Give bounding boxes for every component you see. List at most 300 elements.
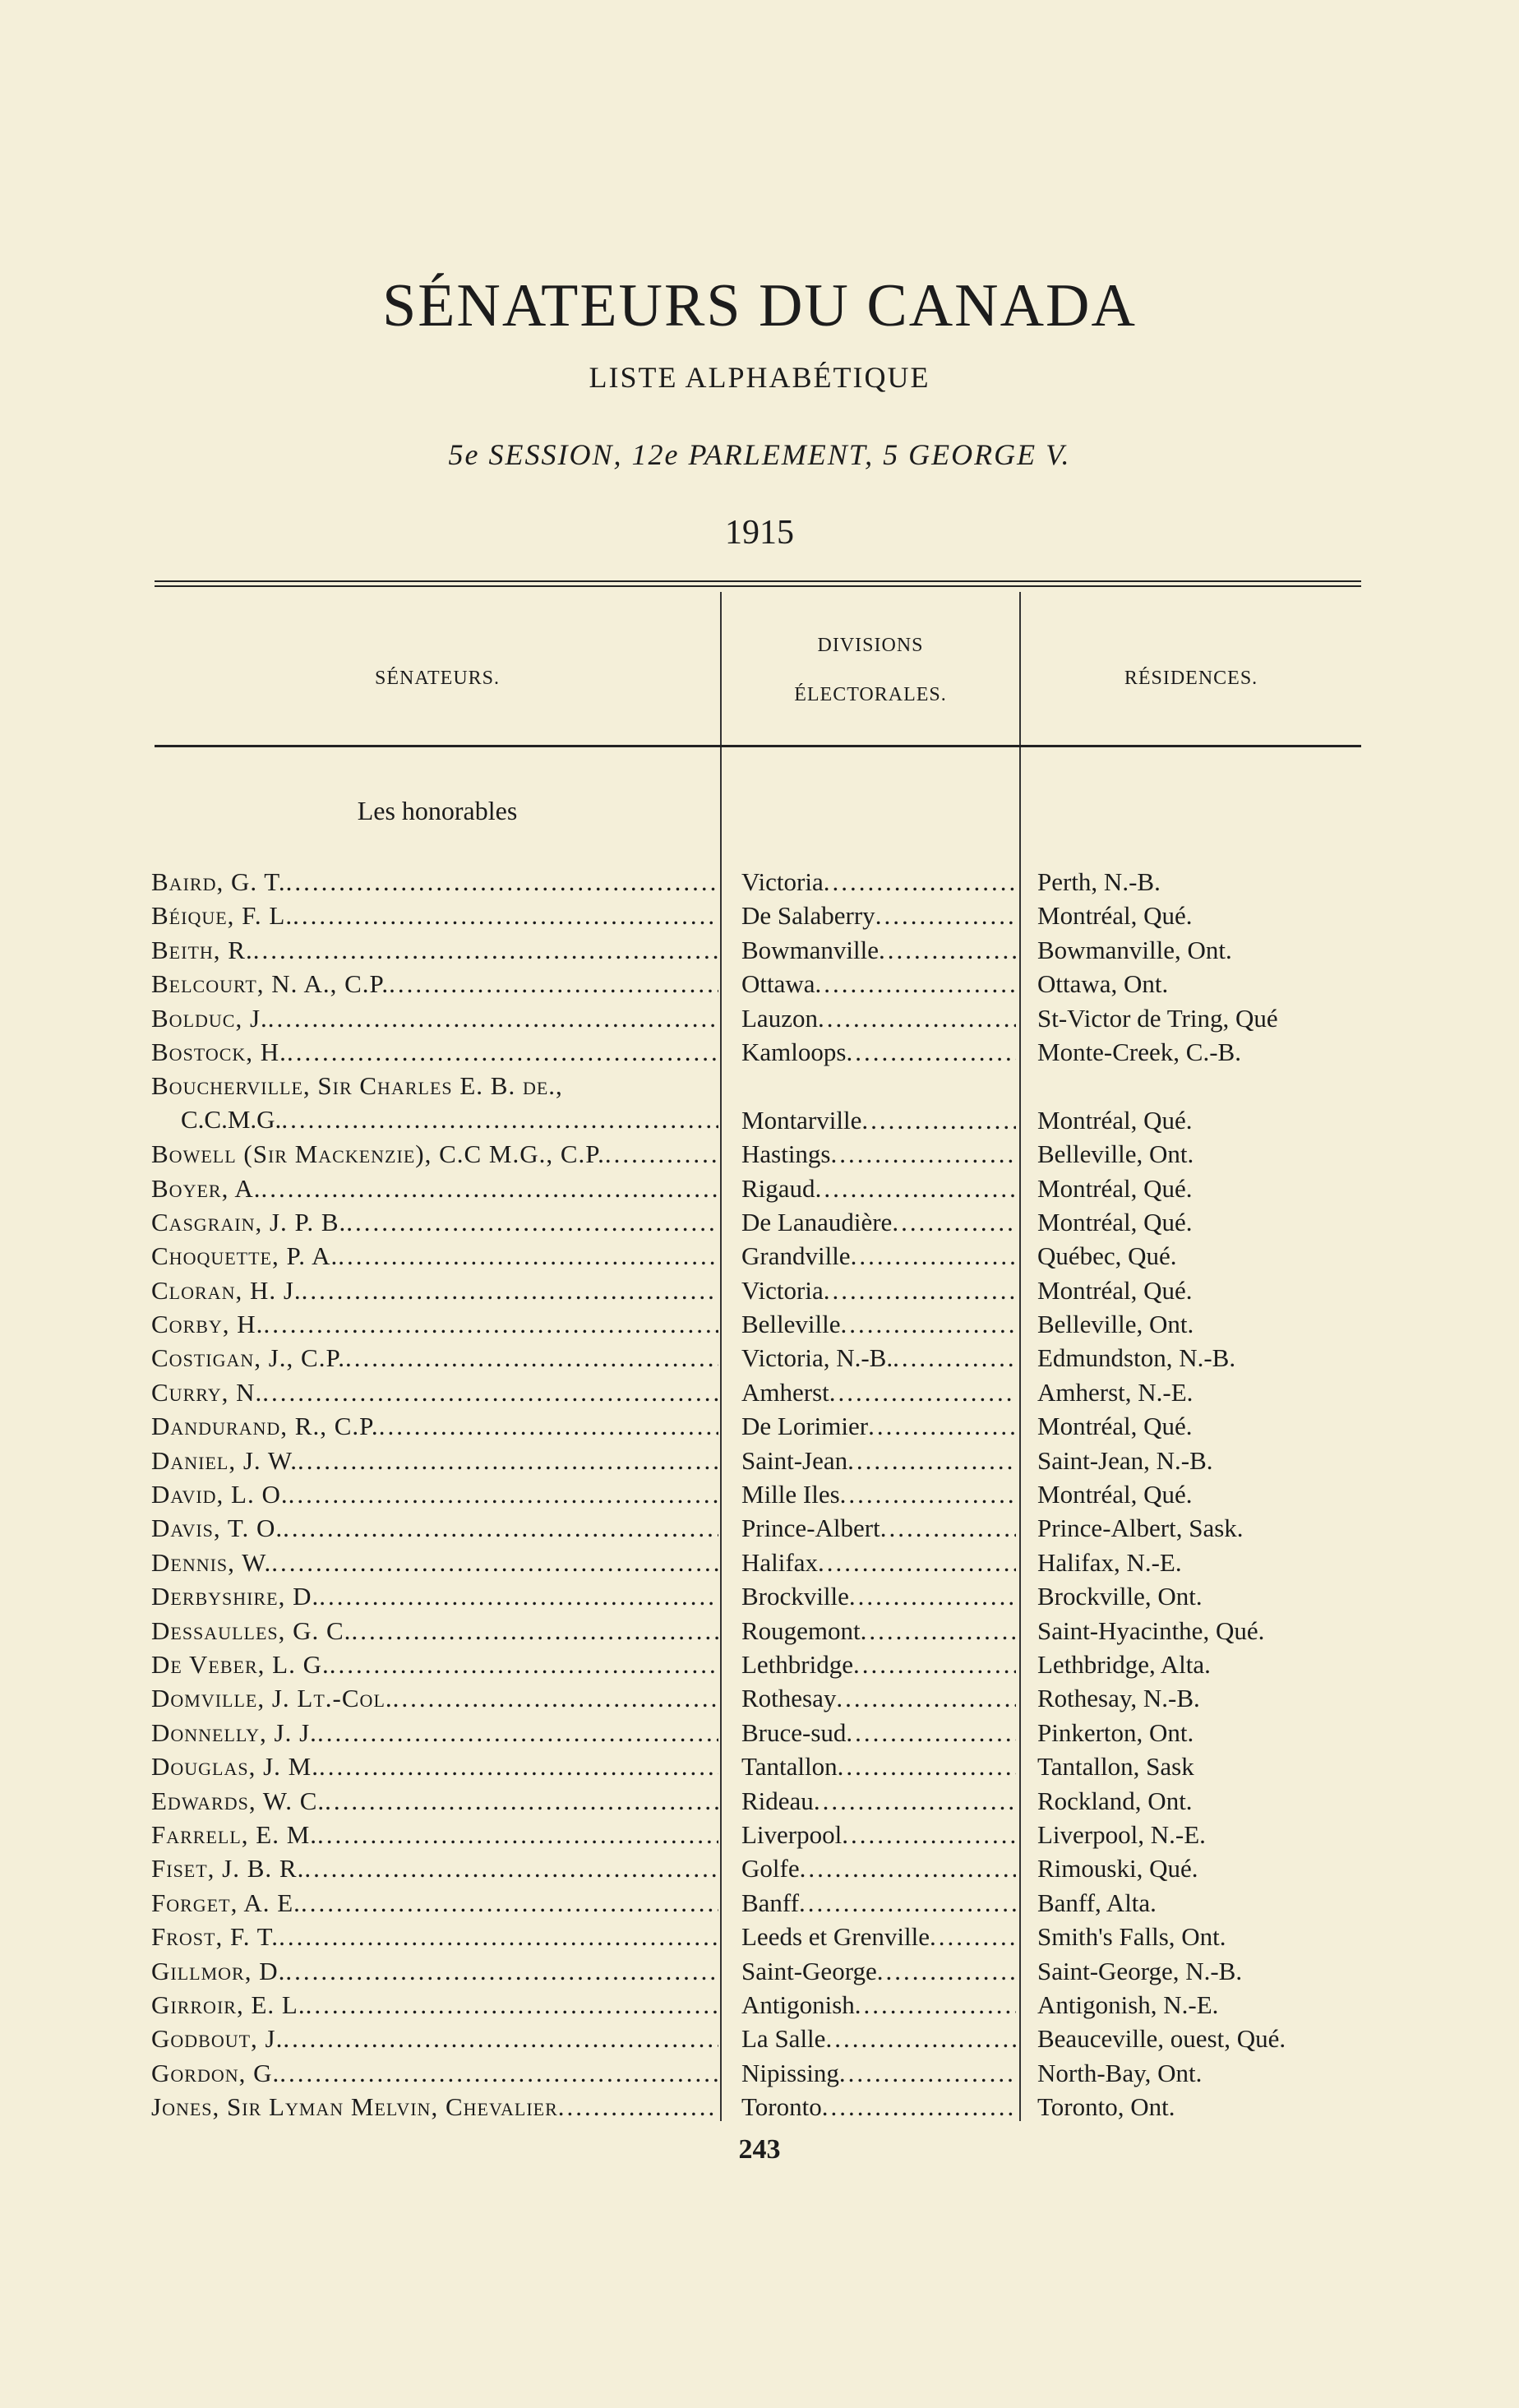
leader-dots bbox=[822, 2090, 1016, 2124]
leader-dots bbox=[839, 2056, 1016, 2090]
division-cell bbox=[741, 967, 1016, 1001]
division-name: Victoria bbox=[741, 867, 824, 896]
division-cell bbox=[741, 1444, 1016, 1477]
senator-name: Casgrain, J. P. B. bbox=[151, 1207, 347, 1236]
table-row bbox=[0, 1648, 1519, 1681]
division-cell bbox=[741, 1409, 1016, 1443]
table-row bbox=[0, 1614, 1519, 1648]
table-row bbox=[0, 2090, 1519, 2124]
leader-dots bbox=[846, 1716, 1016, 1749]
residence-cell: Lethbridge, Alta. bbox=[1037, 1650, 1211, 1679]
residence-cell: Tantallon, Sask bbox=[1037, 1752, 1194, 1782]
page-number: 243 bbox=[738, 2134, 781, 2165]
division-name: Rothesay bbox=[741, 1684, 837, 1713]
senator-name-cell bbox=[151, 1579, 718, 1613]
division-cell bbox=[741, 2022, 1016, 2055]
leader-dots bbox=[849, 1579, 1016, 1613]
senator-name-cell bbox=[151, 2022, 718, 2055]
residence-cell: Saint-George, N.-B. bbox=[1037, 1956, 1243, 1985]
table-row bbox=[0, 2056, 1519, 2090]
table-row bbox=[0, 1511, 1519, 1545]
leader-dots bbox=[930, 1920, 1016, 1953]
leader-dots bbox=[875, 899, 1016, 932]
table-row bbox=[0, 899, 1519, 932]
table-row bbox=[0, 1784, 1519, 1818]
senator-name-cell bbox=[151, 1511, 718, 1545]
residence-cell: Montréal, Qué. bbox=[1037, 901, 1193, 931]
leader-dots bbox=[838, 1749, 1016, 1783]
division-name: Belleville bbox=[741, 1310, 841, 1339]
division-name: Tantallon bbox=[741, 1752, 838, 1782]
senator-name: Davis, T. O. bbox=[151, 1514, 284, 1543]
leader-dots bbox=[853, 1648, 1016, 1681]
residence-cell: Montréal, Qué. bbox=[1037, 1480, 1193, 1509]
senator-name-cell bbox=[151, 967, 718, 1001]
senator-name-cell bbox=[151, 1886, 718, 1920]
leader-dots bbox=[861, 1614, 1016, 1648]
table-row bbox=[0, 1579, 1519, 1613]
header-rule bbox=[155, 745, 1361, 747]
senator-name-cell bbox=[151, 2056, 718, 2090]
division-cell bbox=[741, 1648, 1016, 1681]
residence-cell: Perth, N.-B. bbox=[1037, 867, 1161, 896]
division-name: Brockville bbox=[741, 1582, 849, 1611]
division-cell bbox=[741, 933, 1016, 967]
residence-cell: Antigonish, N.-E. bbox=[1037, 1990, 1219, 2019]
residence-cell: St-Victor de Tring, Qué bbox=[1037, 1003, 1278, 1033]
leader-dots bbox=[389, 967, 718, 1001]
senator-name: David, L. O. bbox=[151, 1480, 289, 1509]
division-name: Lauzon bbox=[741, 1003, 818, 1033]
header-divisions: DIVISIONS bbox=[817, 635, 924, 656]
division-cell bbox=[741, 1205, 1016, 1239]
table-row bbox=[0, 1546, 1519, 1579]
senator-name: Donnelly, J. J. bbox=[151, 1717, 317, 1747]
table-row bbox=[0, 1954, 1519, 1988]
leader-dots bbox=[262, 1375, 718, 1409]
residence-cell: North-Bay, Ont. bbox=[1037, 2058, 1203, 2087]
senator-name-cell bbox=[151, 1818, 718, 1851]
table-row bbox=[0, 1716, 1519, 1749]
leader-dots bbox=[319, 1579, 718, 1613]
senator-name: Beith, R. bbox=[151, 935, 253, 964]
residence-cell: Belleville, Ont. bbox=[1037, 1139, 1194, 1169]
senator-name: Dandurand, R., C.P. bbox=[151, 1412, 379, 1441]
senator-name: Douglas, J. M. bbox=[151, 1752, 319, 1782]
leader-dots bbox=[851, 1239, 1016, 1273]
division-name: Rideau bbox=[741, 1786, 814, 1815]
leader-dots bbox=[345, 1341, 718, 1375]
residence-cell: Ottawa, Ont. bbox=[1037, 969, 1169, 999]
senator-name: Choquette, P. A. bbox=[151, 1241, 339, 1271]
table-row bbox=[0, 933, 1519, 967]
leader-dots bbox=[317, 1716, 718, 1749]
leader-dots bbox=[815, 1172, 1016, 1205]
table-row bbox=[0, 1069, 1519, 1137]
residence-cell: Montréal, Qué. bbox=[1037, 1275, 1193, 1305]
senator-name-cell bbox=[151, 1716, 718, 1749]
division-cell bbox=[741, 1477, 1016, 1511]
year: 1915 bbox=[725, 514, 794, 552]
division-cell bbox=[741, 1818, 1016, 1851]
table-row bbox=[0, 1273, 1519, 1307]
division-name: La Salle bbox=[741, 2024, 826, 2054]
leader-dots bbox=[287, 1035, 718, 1069]
leader-dots bbox=[799, 1886, 1016, 1920]
residence-cell: Pinkerton, Ont. bbox=[1037, 1717, 1194, 1747]
senator-name: Edwards, W. C. bbox=[151, 1786, 326, 1815]
senator-name-cell bbox=[151, 1409, 718, 1443]
leader-dots bbox=[605, 1137, 718, 1171]
leader-dots bbox=[283, 2022, 718, 2055]
division-name: Bowmanville bbox=[741, 935, 880, 964]
residence-cell: Beauceville, ouest, Qué. bbox=[1037, 2024, 1286, 2054]
leader-dots bbox=[253, 933, 718, 967]
leader-dots bbox=[879, 933, 1016, 967]
senator-name-cell bbox=[151, 1920, 718, 1953]
division-name: Montarville bbox=[741, 1105, 862, 1135]
table-row bbox=[0, 1375, 1519, 1409]
senator-name-continued: C.C.M.G. bbox=[181, 1105, 282, 1135]
leader-dots bbox=[285, 1954, 718, 1988]
leader-dots bbox=[306, 1988, 718, 2022]
division-cell bbox=[741, 1546, 1016, 1579]
senator-name: Gillmor, D. bbox=[151, 1956, 286, 1985]
division-cell bbox=[741, 1954, 1016, 1988]
leader-dots bbox=[279, 1920, 718, 1953]
leader-dots bbox=[829, 1375, 1016, 1409]
division-cell bbox=[741, 1681, 1016, 1715]
senator-name: Gordon, G. bbox=[151, 2058, 280, 2087]
leader-dots bbox=[271, 1546, 718, 1579]
residence-cell: Smith's Falls, Ont. bbox=[1037, 1922, 1226, 1952]
senator-name: Corby, H. bbox=[151, 1310, 264, 1339]
table-row bbox=[0, 1205, 1519, 1239]
senator-name: Derbyshire, D. bbox=[151, 1582, 320, 1611]
residence-cell: Prince-Albert, Sask. bbox=[1037, 1514, 1244, 1543]
session-line: 5e SESSION, 12e PARLEMENT, 5 GEORGE V. bbox=[448, 438, 1071, 471]
division-name: Nipissing bbox=[741, 2058, 839, 2087]
residence-cell: Amherst, N.-E. bbox=[1037, 1377, 1194, 1407]
leader-dots bbox=[351, 1614, 718, 1648]
division-cell bbox=[741, 1172, 1016, 1205]
division-name: De Lorimier bbox=[741, 1412, 869, 1441]
senator-name-cell bbox=[151, 1273, 718, 1307]
division-name: Saint-Jean bbox=[741, 1445, 848, 1475]
leader-dots bbox=[868, 1409, 1016, 1443]
top-rule-double bbox=[155, 585, 1361, 587]
division-name: Lethbridge bbox=[741, 1650, 854, 1679]
leader-dots bbox=[301, 1886, 718, 1920]
leader-dots bbox=[836, 1681, 1016, 1715]
page-title: SÉNATEURS DU CANADA bbox=[382, 272, 1137, 340]
division-cell bbox=[741, 1307, 1016, 1341]
division-name: Victoria bbox=[741, 1275, 824, 1305]
leader-dots bbox=[346, 1205, 718, 1239]
leader-dots bbox=[304, 1851, 718, 1885]
division-name: Leeds et Grenville bbox=[741, 1922, 930, 1952]
senator-name-cell bbox=[151, 1239, 718, 1273]
division-name: Rigaud bbox=[741, 1173, 815, 1203]
leader-dots bbox=[880, 1511, 1016, 1545]
leader-dots bbox=[281, 1102, 718, 1136]
division-name: Saint-George bbox=[741, 1956, 877, 1985]
leader-dots bbox=[877, 1954, 1016, 1988]
senator-name: Godbout, J. bbox=[151, 2024, 284, 2054]
division-name: Halifax bbox=[741, 1547, 818, 1577]
table-row bbox=[0, 1409, 1519, 1443]
division-name: Kamloops bbox=[741, 1037, 847, 1066]
header-electorales: ÉLECTORALES. bbox=[794, 684, 947, 705]
division-cell bbox=[741, 1886, 1016, 1920]
division-cell bbox=[741, 1137, 1016, 1171]
leader-dots bbox=[279, 2056, 718, 2090]
senator-name: Fiset, J. B. R. bbox=[151, 1854, 305, 1883]
senator-list bbox=[0, 865, 1519, 2124]
division-cell bbox=[741, 1273, 1016, 1307]
leader-dots bbox=[289, 1477, 718, 1511]
senator-name-cell bbox=[151, 1954, 718, 1988]
leader-dots bbox=[268, 1001, 718, 1035]
senator-name: Dessaulles, G. C. bbox=[151, 1615, 352, 1645]
leader-dots bbox=[338, 1239, 718, 1273]
division-name: Antigonish bbox=[741, 1990, 855, 2019]
division-cell bbox=[741, 899, 1016, 932]
table-row bbox=[0, 1920, 1519, 1953]
leader-dots bbox=[302, 1273, 718, 1307]
table-row bbox=[0, 1239, 1519, 1273]
senator-name: Cloran, H. J. bbox=[151, 1275, 302, 1305]
division-cell bbox=[741, 1614, 1016, 1648]
senator-name-cell bbox=[151, 1681, 718, 1715]
division-name: Toronto bbox=[741, 2092, 822, 2122]
leader-dots bbox=[831, 1137, 1017, 1171]
senator-name-cell bbox=[151, 1749, 718, 1783]
table-row bbox=[0, 1886, 1519, 1920]
senator-name: Belcourt, N. A., C.P. bbox=[151, 969, 390, 999]
division-name: Golfe bbox=[741, 1854, 800, 1883]
top-rule bbox=[155, 580, 1361, 582]
leader-dots bbox=[824, 865, 1016, 899]
residence-cell: Rimouski, Qué. bbox=[1037, 1854, 1198, 1883]
table-row bbox=[0, 1818, 1519, 1851]
table-row bbox=[0, 2022, 1519, 2055]
senator-name-cell bbox=[151, 1784, 718, 1818]
leader-dots bbox=[842, 1818, 1016, 1851]
division-name: De Salaberry bbox=[741, 901, 875, 931]
senator-name: Bolduc, J. bbox=[151, 1003, 268, 1033]
table-row bbox=[0, 1477, 1519, 1511]
senator-name-cell bbox=[151, 2090, 718, 2124]
table-row bbox=[0, 1137, 1519, 1171]
residence-cell: Toronto, Ont. bbox=[1037, 2092, 1175, 2122]
division-cell bbox=[741, 1511, 1016, 1545]
residence-cell: Banff, Alta. bbox=[1037, 1888, 1157, 1917]
division-cell bbox=[741, 1001, 1016, 1035]
division-cell bbox=[741, 1035, 1016, 1069]
leader-dots bbox=[558, 2090, 718, 2124]
division-cell bbox=[741, 2090, 1016, 2124]
senator-name: Girroir, E. L. bbox=[151, 1990, 306, 2019]
division-cell bbox=[741, 1716, 1016, 1749]
leader-dots bbox=[893, 1341, 1016, 1375]
table-row bbox=[0, 1035, 1519, 1069]
residence-cell: Montréal, Qué. bbox=[1037, 1412, 1193, 1441]
senator-name-cell bbox=[151, 1375, 718, 1409]
division-cell bbox=[741, 865, 1016, 899]
residence-cell: Montréal, Qué. bbox=[1037, 1105, 1193, 1135]
senator-name-cell bbox=[151, 1001, 718, 1035]
leader-dots bbox=[861, 1103, 1016, 1137]
leader-dots bbox=[319, 1749, 718, 1783]
senator-name: Forget, A. E. bbox=[151, 1888, 301, 1917]
senator-name: Frost, F. T. bbox=[151, 1922, 279, 1952]
leader-dots bbox=[855, 1988, 1016, 2022]
table-row bbox=[0, 1681, 1519, 1715]
table-row bbox=[0, 1988, 1519, 2022]
senator-name: Curry, N. bbox=[151, 1377, 263, 1407]
division-cell bbox=[741, 1239, 1016, 1273]
division-name: De Lanaudière bbox=[741, 1207, 893, 1236]
residence-cell: Bowmanville, Ont. bbox=[1037, 935, 1232, 964]
senator-name: Boucherville, Sir Charles E. B. de., bbox=[151, 1071, 563, 1101]
leader-dots bbox=[286, 865, 718, 899]
senator-name: De Veber, L. G. bbox=[151, 1650, 330, 1679]
senator-name-cell bbox=[151, 1205, 718, 1239]
division-name: Amherst bbox=[741, 1377, 829, 1407]
header-senateurs: SÉNATEURS. bbox=[374, 668, 501, 689]
leader-dots bbox=[818, 1546, 1016, 1579]
leader-dots bbox=[393, 1681, 718, 1715]
senator-name-cell bbox=[151, 1851, 718, 1885]
residence-cell: Halifax, N.-E. bbox=[1037, 1547, 1182, 1577]
senator-name-cell bbox=[151, 1477, 718, 1511]
division-cell bbox=[741, 1579, 1016, 1613]
leader-dots bbox=[283, 1511, 718, 1545]
header-residences: RÉSIDENCES. bbox=[1124, 668, 1258, 689]
leader-dots bbox=[293, 899, 718, 932]
table-row bbox=[0, 1749, 1519, 1783]
division-name: Prince-Albert bbox=[741, 1514, 880, 1543]
intro-text: Les honorables bbox=[357, 796, 518, 825]
senator-name: Béique, F. L. bbox=[151, 901, 293, 931]
table-row bbox=[0, 1851, 1519, 1885]
residence-cell: Edmundston, N.-B. bbox=[1037, 1343, 1236, 1373]
leader-dots bbox=[325, 1784, 718, 1818]
division-cell bbox=[741, 1784, 1016, 1818]
leader-dots bbox=[847, 1444, 1016, 1477]
leader-dots bbox=[379, 1409, 718, 1443]
senator-name: Bostock, H. bbox=[151, 1037, 287, 1066]
division-cell bbox=[741, 1851, 1016, 1885]
senator-name: Baird, G. T. bbox=[151, 867, 286, 896]
division-name: Ottawa bbox=[741, 969, 815, 999]
senator-name: Jones, Sir Lyman Melvin, Chevalier bbox=[151, 2092, 558, 2122]
page-subtitle: LISTE ALPHABÉTIQUE bbox=[589, 361, 930, 394]
leader-dots bbox=[818, 1001, 1016, 1035]
residence-cell: Montréal, Qué. bbox=[1037, 1173, 1193, 1203]
division-name: Banff bbox=[741, 1888, 800, 1917]
division-cell bbox=[741, 1749, 1016, 1783]
senator-name-cell bbox=[151, 1341, 718, 1375]
senator-name: Boyer, A. bbox=[151, 1173, 261, 1203]
division-cell bbox=[741, 1920, 1016, 1953]
leader-dots bbox=[815, 967, 1016, 1001]
table-row bbox=[0, 1307, 1519, 1341]
division-name: Rougemont bbox=[741, 1615, 861, 1645]
leader-dots bbox=[825, 2022, 1016, 2055]
residence-cell: Monte-Creek, C.-B. bbox=[1037, 1037, 1241, 1066]
residence-cell: Rothesay, N.-B. bbox=[1037, 1684, 1200, 1713]
division-name: Bruce-sud bbox=[741, 1717, 847, 1747]
division-name: Liverpool bbox=[741, 1819, 843, 1849]
leader-dots bbox=[814, 1784, 1016, 1818]
senator-name-cell bbox=[151, 1069, 718, 1136]
table-row bbox=[0, 1001, 1519, 1035]
leader-dots bbox=[800, 1851, 1016, 1885]
senator-name-cell bbox=[151, 865, 718, 899]
senator-name-cell bbox=[151, 1172, 718, 1205]
residence-cell: Saint-Hyacinthe, Qué. bbox=[1037, 1615, 1265, 1645]
leader-dots bbox=[298, 1444, 718, 1477]
table-row bbox=[0, 1444, 1519, 1477]
senator-name-cell bbox=[151, 1614, 718, 1648]
senator-name: Dennis, W. bbox=[151, 1547, 272, 1577]
leader-dots bbox=[330, 1648, 718, 1681]
residence-cell: Brockville, Ont. bbox=[1037, 1582, 1203, 1611]
table-row bbox=[0, 865, 1519, 899]
senator-name-cell bbox=[151, 1035, 718, 1069]
residence-cell: Québec, Qué. bbox=[1037, 1241, 1177, 1271]
leader-dots bbox=[263, 1307, 718, 1341]
senator-name-cell bbox=[151, 1307, 718, 1341]
senator-name-cell bbox=[151, 1137, 718, 1171]
division-name: Mille Iles bbox=[741, 1480, 840, 1509]
table-row bbox=[0, 1172, 1519, 1205]
senator-name-cell bbox=[151, 1988, 718, 2022]
leader-dots bbox=[824, 1273, 1016, 1307]
leader-dots bbox=[261, 1172, 719, 1205]
division-cell bbox=[741, 1341, 1016, 1375]
leader-dots bbox=[846, 1035, 1016, 1069]
senator-name: Daniel, J. W. bbox=[151, 1445, 298, 1475]
division-cell bbox=[741, 1988, 1016, 2022]
leader-dots bbox=[840, 1477, 1016, 1511]
senator-name-cell bbox=[151, 1648, 718, 1681]
senator-name-cell bbox=[151, 1444, 718, 1477]
division-cell bbox=[741, 2056, 1016, 2090]
senator-name-cell bbox=[151, 1546, 718, 1579]
division-cell bbox=[741, 1375, 1016, 1409]
senator-name: Farrell, E. M. bbox=[151, 1819, 318, 1849]
residence-cell: Rockland, Ont. bbox=[1037, 1786, 1193, 1815]
leader-dots bbox=[892, 1205, 1016, 1239]
table-row bbox=[0, 967, 1519, 1001]
residence-cell: Liverpool, N.-E. bbox=[1037, 1819, 1206, 1849]
table-row bbox=[0, 1341, 1519, 1375]
leader-dots bbox=[841, 1307, 1016, 1341]
division-cell bbox=[741, 1103, 1016, 1137]
division-name: Grandville bbox=[741, 1241, 851, 1271]
senator-name-cell bbox=[151, 933, 718, 967]
senator-name: Costigan, J., C.P. bbox=[151, 1343, 346, 1373]
division-name: Victoria, N.-B. bbox=[741, 1343, 893, 1373]
residence-cell: Montréal, Qué. bbox=[1037, 1207, 1193, 1236]
senator-name-cell bbox=[151, 899, 718, 932]
senator-name: Bowell (Sir Mackenzie), C.C M.G., C.P. bbox=[151, 1139, 605, 1169]
leader-dots bbox=[317, 1818, 718, 1851]
division-name: Hastings bbox=[741, 1139, 831, 1169]
